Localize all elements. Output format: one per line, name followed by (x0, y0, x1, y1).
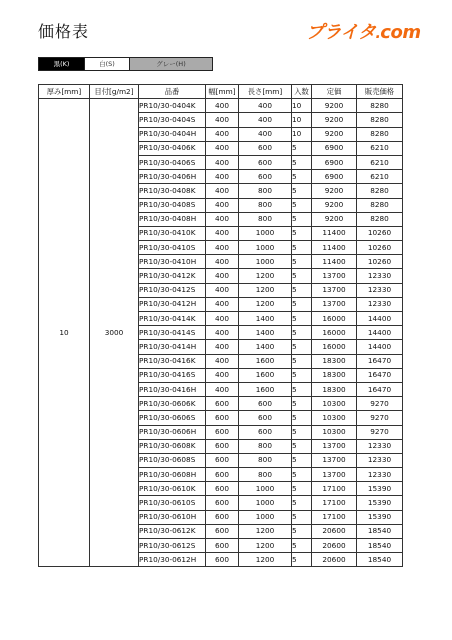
length-cell: 800 (239, 198, 292, 212)
width-cell: 600 (206, 439, 239, 453)
list-price-cell: 9200 (312, 184, 357, 198)
quantity-cell: 5 (292, 510, 312, 524)
quantity-cell: 5 (292, 297, 312, 311)
length-cell: 1200 (239, 553, 292, 567)
sale-price-cell: 14400 (357, 326, 403, 340)
sale-price-cell: 12330 (357, 453, 403, 467)
list-price-cell: 10300 (312, 397, 357, 411)
list-price-cell: 16000 (312, 312, 357, 326)
sale-price-cell: 15390 (357, 510, 403, 524)
length-cell: 1600 (239, 354, 292, 368)
list-price-cell: 9200 (312, 127, 357, 141)
sale-price-cell: 10260 (357, 226, 403, 240)
col-header-list-price: 定価 (312, 85, 357, 99)
quantity-cell: 5 (292, 326, 312, 340)
sale-price-cell: 8280 (357, 184, 403, 198)
weight-cell: 3000 (90, 99, 139, 567)
part-number-cell: PR10/30-0408S (139, 198, 206, 212)
length-cell: 600 (239, 155, 292, 169)
length-cell: 1200 (239, 297, 292, 311)
width-cell: 600 (206, 524, 239, 538)
list-price-cell: 18300 (312, 382, 357, 396)
list-price-cell: 9200 (312, 212, 357, 226)
color-legend (38, 57, 213, 71)
list-price-cell: 10300 (312, 411, 357, 425)
color-tab-black: 黒(K) (39, 58, 85, 70)
sale-price-cell: 6210 (357, 170, 403, 184)
part-number-cell: PR10/30-0610S (139, 496, 206, 510)
sale-price-cell: 8280 (357, 198, 403, 212)
sale-price-cell: 18540 (357, 524, 403, 538)
color-tab-gray: グレー(H) (130, 58, 212, 70)
length-cell: 1200 (239, 269, 292, 283)
quantity-cell: 5 (292, 141, 312, 155)
sale-price-cell: 6210 (357, 155, 403, 169)
quantity-cell: 5 (292, 354, 312, 368)
col-header-thickness: 厚み[mm] (39, 85, 90, 99)
width-cell: 400 (206, 326, 239, 340)
part-number-cell: PR10/30-0408H (139, 212, 206, 226)
quantity-cell: 5 (292, 468, 312, 482)
list-price-cell: 11400 (312, 226, 357, 240)
sale-price-cell: 12330 (357, 283, 403, 297)
part-number-cell: PR10/30-0606H (139, 425, 206, 439)
list-price-cell: 17100 (312, 496, 357, 510)
length-cell: 1200 (239, 524, 292, 538)
width-cell: 400 (206, 312, 239, 326)
quantity-cell: 5 (292, 425, 312, 439)
length-cell: 1000 (239, 255, 292, 269)
quantity-cell: 5 (292, 496, 312, 510)
length-cell: 1000 (239, 226, 292, 240)
width-cell: 400 (206, 170, 239, 184)
table-body (39, 99, 403, 567)
quantity-cell: 10 (292, 127, 312, 141)
length-cell: 800 (239, 468, 292, 482)
quantity-cell: 5 (292, 382, 312, 396)
color-tab-white: 白(S) (85, 58, 130, 70)
price-table (38, 84, 403, 567)
logo-kana: プライタ (306, 22, 376, 43)
list-price-cell: 9200 (312, 198, 357, 212)
sale-price-cell: 8280 (357, 99, 403, 113)
length-cell: 400 (239, 99, 292, 113)
width-cell: 400 (206, 255, 239, 269)
quantity-cell: 5 (292, 411, 312, 425)
width-cell: 400 (206, 184, 239, 198)
part-number-cell: PR10/30-0416H (139, 382, 206, 396)
width-cell: 600 (206, 539, 239, 553)
quantity-cell: 5 (292, 539, 312, 553)
length-cell: 800 (239, 212, 292, 226)
width-cell: 400 (206, 127, 239, 141)
quantity-cell: 5 (292, 553, 312, 567)
list-price-cell: 9200 (312, 113, 357, 127)
width-cell: 400 (206, 113, 239, 127)
sale-price-cell: 8280 (357, 212, 403, 226)
part-number-cell: PR10/30-0406H (139, 170, 206, 184)
list-price-cell: 20600 (312, 524, 357, 538)
quantity-cell: 5 (292, 184, 312, 198)
quantity-cell: 5 (292, 212, 312, 226)
width-cell: 400 (206, 283, 239, 297)
width-cell: 400 (206, 368, 239, 382)
sale-price-cell: 9270 (357, 425, 403, 439)
sale-price-cell: 8280 (357, 113, 403, 127)
quantity-cell: 5 (292, 524, 312, 538)
col-header-width: 幅[mm] (206, 85, 239, 99)
logo-domain: com (380, 22, 421, 43)
length-cell: 1400 (239, 340, 292, 354)
length-cell: 1600 (239, 382, 292, 396)
part-number-cell: PR10/30-0610H (139, 510, 206, 524)
col-header-weight: 目付[g/m2] (90, 85, 139, 99)
sale-price-cell: 9270 (357, 397, 403, 411)
part-number-cell: PR10/30-0606S (139, 411, 206, 425)
col-header-part-number: 品番 (139, 85, 206, 99)
list-price-cell: 13700 (312, 297, 357, 311)
list-price-cell: 13700 (312, 439, 357, 453)
width-cell: 400 (206, 382, 239, 396)
length-cell: 1000 (239, 510, 292, 524)
sale-price-cell: 15390 (357, 496, 403, 510)
list-price-cell: 13700 (312, 468, 357, 482)
quantity-cell: 5 (292, 226, 312, 240)
width-cell: 400 (206, 99, 239, 113)
sale-price-cell: 8280 (357, 127, 403, 141)
width-cell: 600 (206, 482, 239, 496)
quantity-cell: 10 (292, 113, 312, 127)
list-price-cell: 13700 (312, 269, 357, 283)
table-header-row (39, 85, 403, 99)
length-cell: 1000 (239, 482, 292, 496)
quantity-cell: 5 (292, 155, 312, 169)
sale-price-cell: 12330 (357, 269, 403, 283)
length-cell: 800 (239, 453, 292, 467)
length-cell: 1200 (239, 283, 292, 297)
quantity-cell: 5 (292, 255, 312, 269)
sale-price-cell: 18540 (357, 539, 403, 553)
part-number-cell: PR10/30-0416S (139, 368, 206, 382)
quantity-cell: 5 (292, 312, 312, 326)
part-number-cell: PR10/30-0404H (139, 127, 206, 141)
part-number-cell: PR10/30-0406K (139, 141, 206, 155)
part-number-cell: PR10/30-0412H (139, 297, 206, 311)
part-number-cell: PR10/30-0414S (139, 326, 206, 340)
length-cell: 1000 (239, 241, 292, 255)
table-row (39, 99, 403, 113)
width-cell: 400 (206, 297, 239, 311)
sale-price-cell: 10260 (357, 255, 403, 269)
quantity-cell: 5 (292, 439, 312, 453)
length-cell: 600 (239, 411, 292, 425)
part-number-cell: PR10/30-0404K (139, 99, 206, 113)
width-cell: 600 (206, 453, 239, 467)
sale-price-cell: 9270 (357, 411, 403, 425)
part-number-cell: PR10/30-0412S (139, 283, 206, 297)
quantity-cell: 5 (292, 340, 312, 354)
sale-price-cell: 18540 (357, 553, 403, 567)
list-price-cell: 6900 (312, 155, 357, 169)
length-cell: 400 (239, 127, 292, 141)
list-price-cell: 17100 (312, 510, 357, 524)
length-cell: 600 (239, 397, 292, 411)
width-cell: 400 (206, 141, 239, 155)
sale-price-cell: 16470 (357, 382, 403, 396)
part-number-cell: PR10/30-0612S (139, 539, 206, 553)
part-number-cell: PR10/30-0412K (139, 269, 206, 283)
list-price-cell: 6900 (312, 141, 357, 155)
quantity-cell: 5 (292, 198, 312, 212)
part-number-cell: PR10/30-0416K (139, 354, 206, 368)
part-number-cell: PR10/30-0414H (139, 340, 206, 354)
list-price-cell: 20600 (312, 553, 357, 567)
brand-logo[interactable] (306, 18, 421, 44)
list-price-cell: 18300 (312, 354, 357, 368)
part-number-cell: PR10/30-0612K (139, 524, 206, 538)
page-title: 価格表 (38, 22, 90, 41)
width-cell: 400 (206, 354, 239, 368)
sale-price-cell: 16470 (357, 354, 403, 368)
width-cell: 600 (206, 411, 239, 425)
quantity-cell: 5 (292, 241, 312, 255)
length-cell: 600 (239, 425, 292, 439)
length-cell: 1200 (239, 539, 292, 553)
width-cell: 600 (206, 553, 239, 567)
width-cell: 400 (206, 340, 239, 354)
quantity-cell: 5 (292, 269, 312, 283)
width-cell: 400 (206, 155, 239, 169)
sale-price-cell: 12330 (357, 297, 403, 311)
part-number-cell: PR10/30-0608S (139, 453, 206, 467)
thickness-cell: 10 (39, 99, 90, 567)
width-cell: 400 (206, 269, 239, 283)
length-cell: 1000 (239, 496, 292, 510)
part-number-cell: PR10/30-0410S (139, 241, 206, 255)
col-header-sale-price: 販売価格 (357, 85, 403, 99)
list-price-cell: 9200 (312, 99, 357, 113)
length-cell: 1600 (239, 368, 292, 382)
sale-price-cell: 16470 (357, 368, 403, 382)
length-cell: 800 (239, 439, 292, 453)
length-cell: 400 (239, 113, 292, 127)
part-number-cell: PR10/30-0410K (139, 226, 206, 240)
width-cell: 400 (206, 198, 239, 212)
sale-price-cell: 14400 (357, 312, 403, 326)
part-number-cell: PR10/30-0610K (139, 482, 206, 496)
list-price-cell: 13700 (312, 453, 357, 467)
part-number-cell: PR10/30-0608K (139, 439, 206, 453)
width-cell: 600 (206, 425, 239, 439)
list-price-cell: 13700 (312, 283, 357, 297)
part-number-cell: PR10/30-0606K (139, 397, 206, 411)
sale-price-cell: 14400 (357, 340, 403, 354)
width-cell: 600 (206, 496, 239, 510)
col-header-quantity: 入数 (292, 85, 312, 99)
list-price-cell: 16000 (312, 326, 357, 340)
sale-price-cell: 10260 (357, 241, 403, 255)
quantity-cell: 5 (292, 453, 312, 467)
width-cell: 600 (206, 397, 239, 411)
logo-dot: . (375, 26, 381, 42)
quantity-cell: 10 (292, 99, 312, 113)
part-number-cell: PR10/30-0408K (139, 184, 206, 198)
sale-price-cell: 12330 (357, 468, 403, 482)
list-price-cell: 11400 (312, 241, 357, 255)
list-price-cell: 6900 (312, 170, 357, 184)
sale-price-cell: 6210 (357, 141, 403, 155)
length-cell: 600 (239, 170, 292, 184)
width-cell: 400 (206, 212, 239, 226)
list-price-cell: 10300 (312, 425, 357, 439)
list-price-cell: 16000 (312, 340, 357, 354)
width-cell: 600 (206, 468, 239, 482)
width-cell: 600 (206, 510, 239, 524)
length-cell: 1400 (239, 312, 292, 326)
list-price-cell: 20600 (312, 539, 357, 553)
list-price-cell: 17100 (312, 482, 357, 496)
quantity-cell: 5 (292, 397, 312, 411)
part-number-cell: PR10/30-0612H (139, 553, 206, 567)
part-number-cell: PR10/30-0404S (139, 113, 206, 127)
length-cell: 1400 (239, 326, 292, 340)
quantity-cell: 5 (292, 283, 312, 297)
part-number-cell: PR10/30-0410H (139, 255, 206, 269)
part-number-cell: PR10/30-0608H (139, 468, 206, 482)
sale-price-cell: 12330 (357, 439, 403, 453)
list-price-cell: 11400 (312, 255, 357, 269)
quantity-cell: 5 (292, 368, 312, 382)
col-header-length: 長さ[mm] (239, 85, 292, 99)
length-cell: 800 (239, 184, 292, 198)
quantity-cell: 5 (292, 482, 312, 496)
width-cell: 400 (206, 241, 239, 255)
list-price-cell: 18300 (312, 368, 357, 382)
sale-price-cell: 15390 (357, 482, 403, 496)
part-number-cell: PR10/30-0406S (139, 155, 206, 169)
width-cell: 400 (206, 226, 239, 240)
quantity-cell: 5 (292, 170, 312, 184)
length-cell: 600 (239, 141, 292, 155)
part-number-cell: PR10/30-0414K (139, 312, 206, 326)
